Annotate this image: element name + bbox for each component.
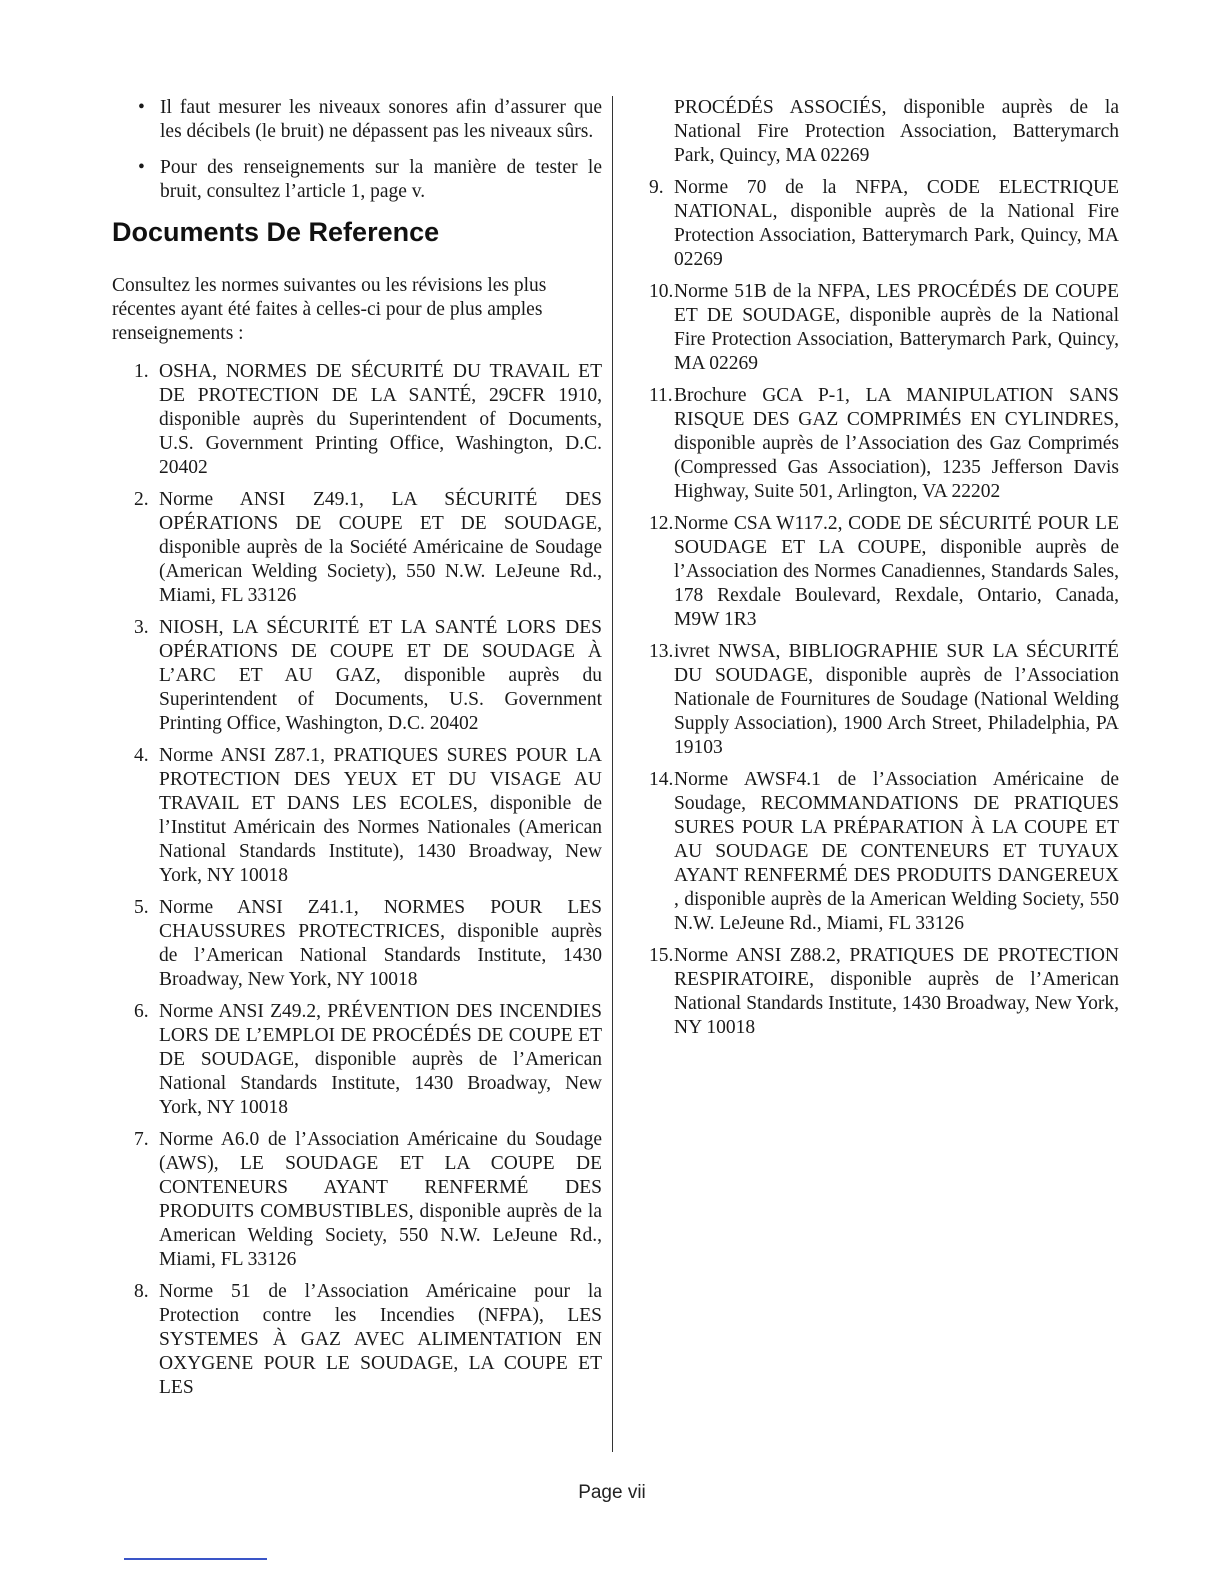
reference-item: 13. ivret NWSA, BIBLIOGRAPHIE SUR LA SÉCURITÉ DU SOUDAGE, disponible auprès de l’Association Nationale de Fournitures de Soudage (National Welding Supply Association), 1900 Arch Street, Philadelphia, PA 19103 <box>649 641 1119 758</box>
reference-item: 3. NIOSH, LA SÉCURITÉ ET LA SANTÉ LORS DES OPÉRATIONS DE COUPE ET DE SOUDAGE À L’ARC ET AU GAZ, disponible auprès du Superintendent of Documents, U.S. Government Printing Office, Washington, D.C. 20402 <box>134 617 602 734</box>
right-column <box>649 96 1119 1048</box>
bullet-dot-icon: • <box>138 157 145 178</box>
footer-rule <box>124 1558 267 1560</box>
reference-item: 8. Norme 51 de l’Association Américaine pour la Protection contre les Incendies (NFPA), LES SYSTEMES À GAZ AVEC ALIMENTATION EN OXYGENE POUR LE SOUDAGE, LA COUPE ET LES <box>134 1281 602 1398</box>
page-number: Page vii <box>578 1482 646 1503</box>
column-divider <box>612 96 613 1452</box>
reference-item: 9. Norme 70 de la NFPA, CODE ELECTRIQUE NATIONAL, disponible auprès de la National Fire Protection Association, Batterymarch Park, Quincy, MA 02269 <box>649 177 1119 270</box>
reference-list-right <box>649 96 1119 1040</box>
section-heading: Documents De Reference <box>112 217 440 247</box>
reference-item: 15. Norme ANSI Z88.2, PRATIQUES DE PROTECTION RESPIRATOIRE, disponible auprès de l’American National Standards Institute, 1430 Broadway, New York, NY 10018 <box>649 945 1119 1038</box>
reference-continuation: PROCÉDÉS ASSOCIÉS, disponible auprès de la National Fire Protection Association, Batterymarch Park, Quincy, MA 02269 <box>674 97 1119 166</box>
bullet-item: • Pour des renseignements sur la manière de tester le bruit, consultez l’article 1, page v. <box>138 157 602 202</box>
reference-item: 2. Norme ANSI Z49.1, LA SÉCURITÉ DES OPÉRATIONS DE COUPE ET DE SOUDAGE, disponible auprès de la Société Américaine de Soudage (American Welding Society), 550 N.W. LeJeune Rd., Miami, FL 33126 <box>134 489 602 606</box>
reference-item: 12. Norme CSA W117.2, CODE DE SÉCURITÉ POUR LE SOUDAGE ET LA COUPE, disponible auprès de l’Association des Normes Canadiennes, Standards Sales, 178 Rexdale Boulevard, Rexdale, Ontario, Canada, M9W 1R3 <box>649 513 1119 630</box>
reference-item: 6. Norme ANSI Z49.2, PRÉVENTION DES INCENDIES LORS DE L’EMPLOI DE PROCÉDÉS DE COUPE ET DE SOUDAGE, disponible auprès de l’American National Standards Institute, 1430 Broadway, New York, NY 10018 <box>134 1001 602 1118</box>
left-column <box>112 96 602 1408</box>
bullet-list <box>112 96 602 204</box>
reference-item: 10. Norme 51B de la NFPA, LES PROCÉDÉS DE COUPE ET DE SOUDAGE, disponible auprès de la National Fire Protection Association, Batterymarch Park, Quincy, MA 02269 <box>649 281 1119 374</box>
reference-item: 14. Norme AWSF4.1 de l’Association Américaine de Soudage, RECOMMANDATIONS DE PRATIQUES SURES POUR LA PRÉPARATION À LA COUPE ET AU SOUDAGE DE CONTENEURS ET TUYAUX AYANT RENFERMÉ DES PRODUITS DANGEREUX , disponible auprès de la American Welding Society, 550 N.W. LeJeune Rd., Miami, FL 33126 <box>649 769 1119 934</box>
reference-item: 5. Norme ANSI Z41.1, NORMES POUR LES CHAUSSURES PROTECTRICES, disponible auprès de l’American National Standards Institute, 1430 Broadway, New York, NY 10018 <box>134 897 602 990</box>
reference-item: 1. OSHA, NORMES DE SÉCURITÉ DU TRAVAIL ET DE PROTECTION DE LA SANTÉ, 29CFR 1910, disponible auprès du Superintendent of Documents, U.S. Government Printing Office, Washington, D.C. 20402 <box>134 361 602 478</box>
intro-paragraph: Consultez les normes suivantes ou les révisions les plus récentes ayant été faites à celles-ci pour de plus amples renseignements : <box>112 275 547 344</box>
reference-list-left <box>112 360 602 1400</box>
reference-item: 4. Norme ANSI Z87.1, PRATIQUES SURES POUR LA PROTECTION DES YEUX ET DU VISAGE AU TRAVAIL ET DANS LES ECOLES, disponible de l’Institut Américain des Normes Nationales (American National Standards Institute), 1430 Broadway, New York, NY 10018 <box>134 745 602 886</box>
reference-item: 7. Norme A6.0 de l’Association Américaine du Soudage (AWS), LE SOUDAGE ET LA COUPE DE CONTENEURS AYANT RENFERMÉ DES PRODUITS COMBUSTIBLES, disponible auprès de la American Welding Society, 550 N.W. LeJeune Rd., Miami, FL 33126 <box>134 1129 602 1270</box>
reference-item: 11. Brochure GCA P-1, LA MANIPULATION SANS RISQUE DES GAZ COMPRIMÉS EN CYLINDRES, disponible auprès de l’Association des Gaz Comprimés (Compressed Gas Association), 1235 Jefferson Davis Highway, Suite 501, Arlington, VA 22202 <box>649 385 1119 502</box>
bullet-dot-icon: • <box>138 97 145 118</box>
bullet-item: • Il faut mesurer les niveaux sonores afin d’assurer que les décibels (le bruit) ne dépassent pas les niveaux sûrs. <box>138 97 602 142</box>
